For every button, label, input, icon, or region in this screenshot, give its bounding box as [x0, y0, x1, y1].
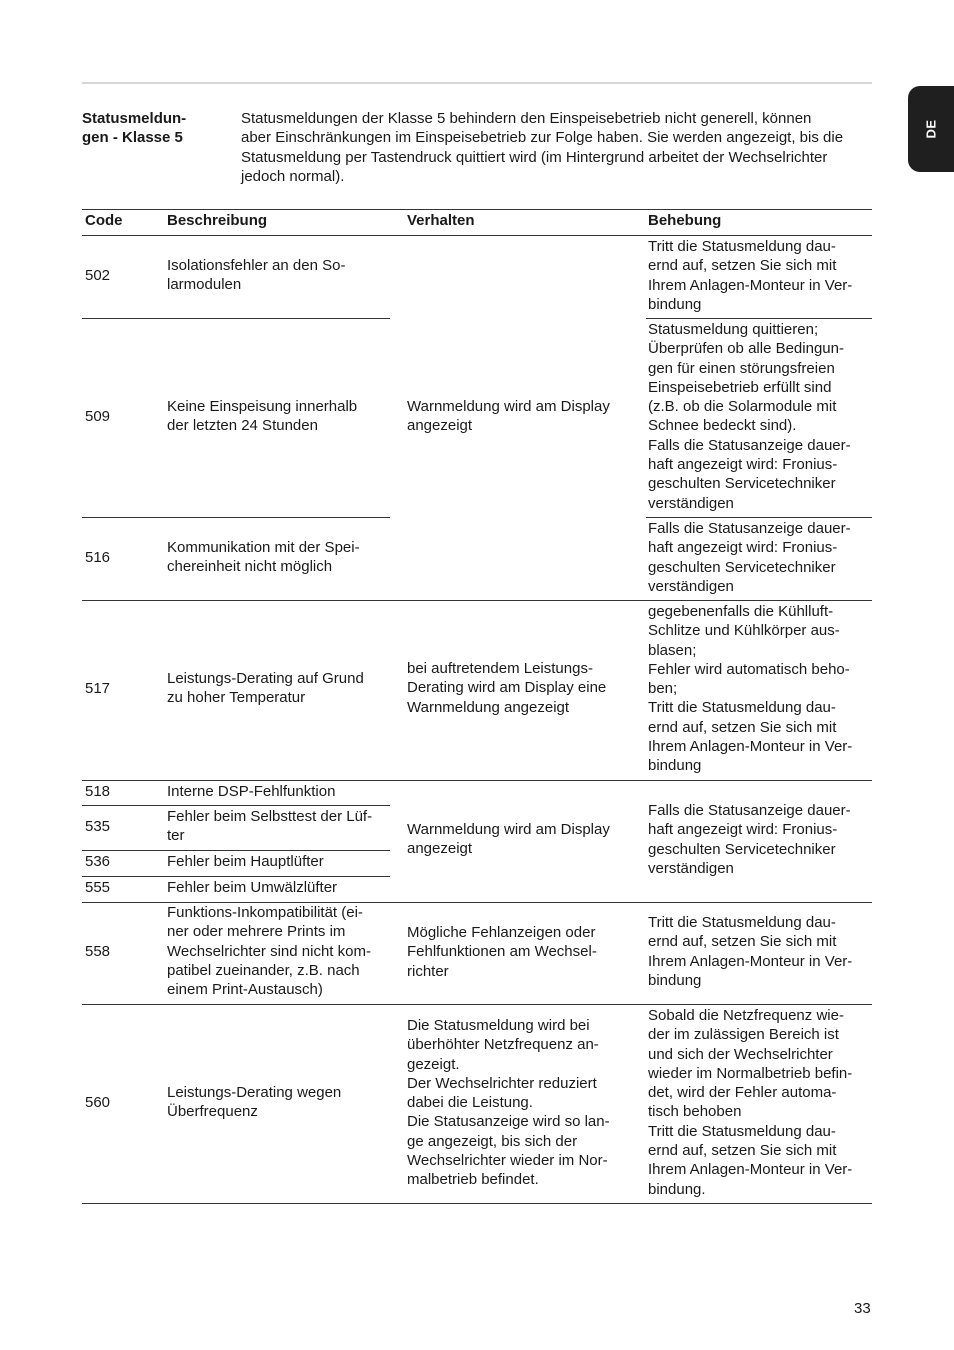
language-tab-label: DE: [923, 119, 939, 139]
row-divider: [82, 780, 872, 781]
code-cell: 555: [85, 879, 111, 896]
remedy-cell: Tritt die Statusmeldung dau- ernd auf, setzen Sie sich mit Ihrem Anlagen-Monteur in Ver- bindung: [648, 238, 853, 313]
header-behavior: Verhalten: [407, 212, 475, 229]
row-divider: [82, 318, 390, 319]
language-tab: [908, 86, 954, 172]
row-divider: [82, 876, 390, 877]
behavior-cell: Warnmeldung wird am Display angezeigt: [407, 398, 610, 435]
row-divider: [82, 517, 390, 518]
behavior-cell: bei auftretendem Leistungs- Derating wird am Display eine Warnmeldung angezeigt: [407, 660, 607, 716]
remedy-cell: Falls die Statusanzeige dauer- haft angezeigt wird: Fronius- geschulten Servicetechniker verständigen: [648, 520, 851, 595]
row-divider: [82, 850, 390, 851]
code-cell: 516: [85, 549, 111, 566]
behavior-cell: Warnmeldung wird am Display angezeigt: [407, 821, 610, 858]
description-cell: Funktions-Inkompatibilität (ei- ner oder mehrere Prints im Wechselrichter sind nicht kom- patibel zueinander, z.B. nach einem Print-Austausch): [167, 904, 371, 999]
header-rule: [82, 235, 872, 236]
table-bottom-rule: [82, 1203, 872, 1204]
description-cell: Kommunikation mit der Spei- chereinheit nicht möglich: [167, 539, 360, 576]
header-remedy: Behebung: [648, 212, 722, 229]
row-divider: [646, 517, 872, 518]
remedy-cell: gegebenenfalls die Kühlluft- Schlitze und Kühlkörper aus- blasen; Fehler wird automatisch beho- ben; Tritt die Statusmeldung dau- ernd auf, setzen Sie sich mit Ihrem Anlagen-Monteur in Ver- bindung: [648, 603, 853, 775]
intro-line: jedoch normal).: [241, 167, 345, 185]
row-divider: [82, 600, 872, 601]
page-number: 33: [854, 1300, 871, 1317]
description-cell: Leistungs-Derating wegen Überfrequenz: [167, 1084, 342, 1121]
intro-line: Statusmeldungen der Klasse 5 behindern den Einspeisebetrieb nicht generell, können: [241, 110, 812, 127]
row-divider: [82, 805, 390, 806]
code-cell: 518: [85, 783, 111, 800]
code-cell: 536: [85, 853, 111, 870]
status-table: [82, 0, 872, 1350]
remedy-cell: Falls die Statusanzeige dauer- haft angezeigt wird: Fronius- geschulten Servicetechniker verständigen: [648, 802, 851, 877]
table-top-rule: [82, 209, 872, 210]
row-divider: [646, 318, 872, 319]
description-cell: Fehler beim Selbsttest der Lüf- ter: [167, 808, 373, 845]
code-cell: 502: [85, 267, 111, 284]
code-cell: 535: [85, 818, 111, 835]
intro-line: aber Einschränkungen im Einspeisebetrieb zur Folge haben. Sie werden angezeigt, bis die: [241, 129, 844, 147]
header-code: Code: [85, 212, 123, 229]
description-cell: Keine Einspeisung innerhalb der letzten 24 Stunden: [167, 398, 358, 435]
description-cell: Fehler beim Umwälzlüfter: [167, 879, 338, 896]
header-description: Beschreibung: [167, 212, 268, 229]
row-divider: [82, 1004, 872, 1005]
code-cell: 558: [85, 943, 111, 960]
description-cell: Interne DSP-Fehlfunktion: [167, 783, 336, 800]
description-cell: Fehler beim Hauptlüfter: [167, 853, 324, 870]
description-cell: Isolationsfehler an den So- larmodulen: [167, 257, 346, 294]
behavior-cell: Die Statusmeldung wird bei überhöhter Netzfrequenz an- gezeigt. Der Wechselrichter reduziert dabei die Leistung. Die Statusanzeige wird so lan- ge angezeigt, bis sich der Wechselrichter wieder im Nor- malbetrieb befindet.: [407, 1017, 610, 1189]
section-heading: Statusmeldun- gen - Klasse 5: [82, 110, 187, 147]
code-cell: 517: [85, 680, 111, 697]
behavior-cell: Mögliche Fehlanzeigen oder Fehlfunktionen am Wechsel- richter: [407, 924, 597, 980]
description-cell: Leistungs-Derating auf Grund zu hoher Temperatur: [167, 670, 364, 707]
remedy-cell: Tritt die Statusmeldung dau- ernd auf, setzen Sie sich mit Ihrem Anlagen-Monteur in Ver- bindung: [648, 914, 853, 989]
code-cell: 509: [85, 408, 111, 425]
remedy-cell: Sobald die Netzfrequenz wie- der im zulässigen Bereich ist und sich der Wechselrichter wieder im Normalbetrieb befin- det, wird der Fehler automa- tisch behoben Tritt die Statusmeldung dau- ernd auf, setzen Sie sich mit Ihrem Anlagen-Monteur in Ver- bindung.: [648, 1007, 853, 1198]
code-cell: 560: [85, 1094, 111, 1111]
intro-line: Statusmeldung per Tastendruck quittiert wird (im Hintergrund arbeitet der Wechselrichter: [241, 148, 828, 166]
remedy-cell: Statusmeldung quittieren; Überprüfen ob alle Bedingun- gen für einen störungsfreien Einspeisebetrieb erfüllt sind (z.B. ob die Solarmodule mit Schnee bedeckt sind). Falls die Statusanzeige dauer- haft angezeigt wird: Fronius- geschulten Servicetechniker verständigen: [648, 321, 851, 512]
